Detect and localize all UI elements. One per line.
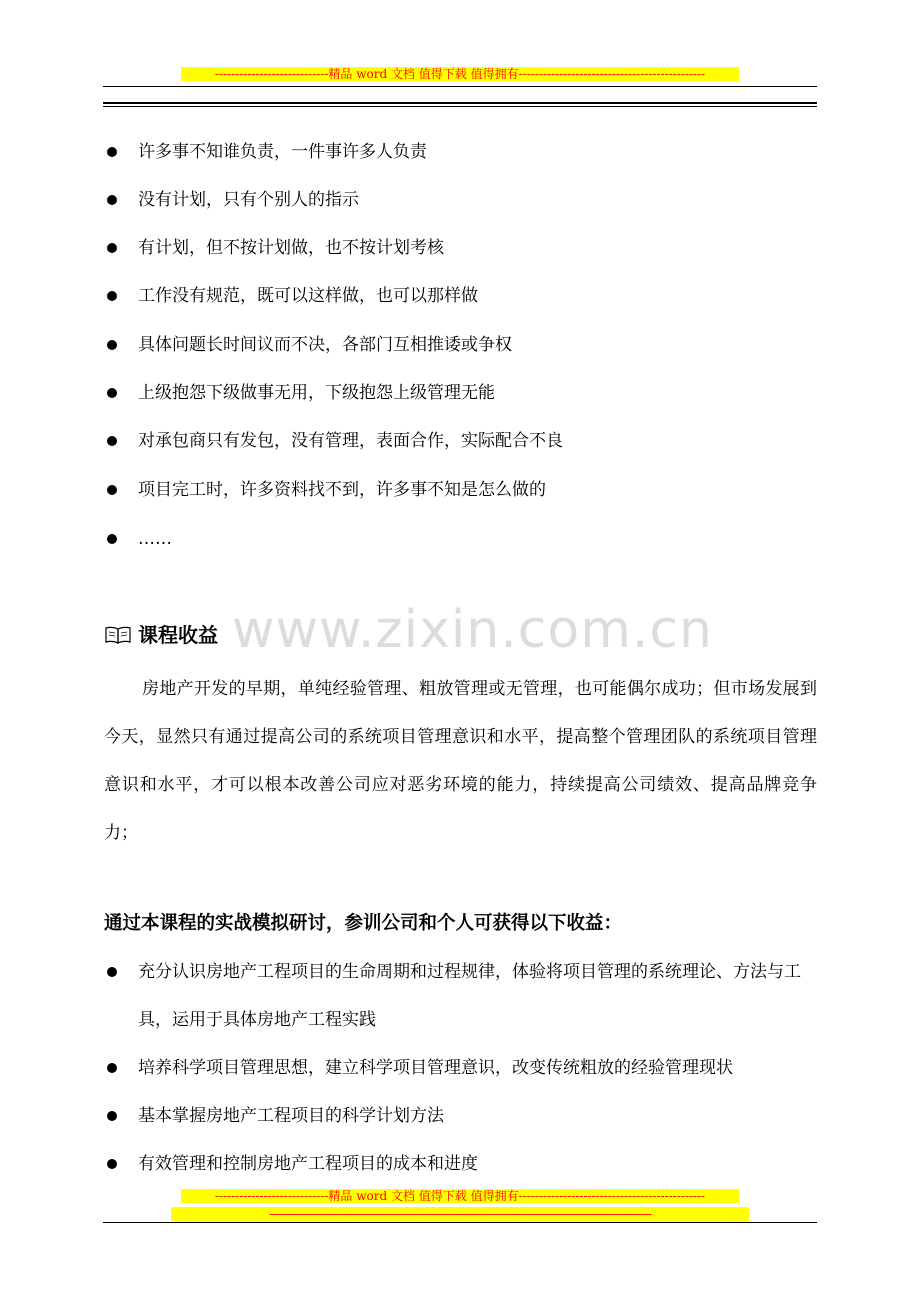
footer-divider [103, 1222, 817, 1223]
book-icon [104, 626, 132, 644]
bullet-icon [107, 340, 117, 350]
bullet-icon [107, 1111, 117, 1121]
bullet-icon [107, 147, 117, 157]
header-double-rule-bottom [103, 106, 817, 107]
intro-paragraph: 房地产开发的早期，单纯经验管理、粗放管理或无管理，也可能偶尔成功；但市场发展到今天，显然只有通过提高公司的系统项目管理意识和水平，提高整个管理团队的系统项目管理意识和水平，才可以根本改善公司应对恶劣环境的能力，持续提高公司绩效、提高品牌竞争力； [104, 679, 817, 843]
watermark: www.zixin.com.cn [232, 600, 713, 660]
bullet-icon [107, 195, 117, 205]
footer-banner: ----------------------------精品 word 文档 值得下载 值得拥有---------------------------------------------- [181, 1189, 739, 1203]
header-divider [103, 86, 817, 87]
bullet-icon [107, 485, 117, 495]
bullet-icon [107, 534, 117, 544]
header-double-rule-top [103, 102, 817, 104]
bullet-icon [107, 1159, 117, 1169]
bullet-icon [107, 436, 117, 446]
bullet-icon [107, 388, 117, 398]
bullet-icon [107, 967, 117, 977]
section-title: 课程收益 [138, 623, 218, 647]
bullet-icon [107, 1063, 117, 1073]
bullet-icon [107, 243, 117, 253]
header-banner: ----------------------------精品 word 文档 值得下载 值得拥有---------------------------------------------- [181, 67, 739, 81]
bullet-icon [107, 291, 117, 301]
footer-banner-dashes: ----------------------------------------------------------------------------------------------------------------------------- [171, 1207, 749, 1221]
benefits-heading: 通过本课程的实战模拟研讨，参训公司和个人可获得以下收益： [104, 913, 623, 934]
